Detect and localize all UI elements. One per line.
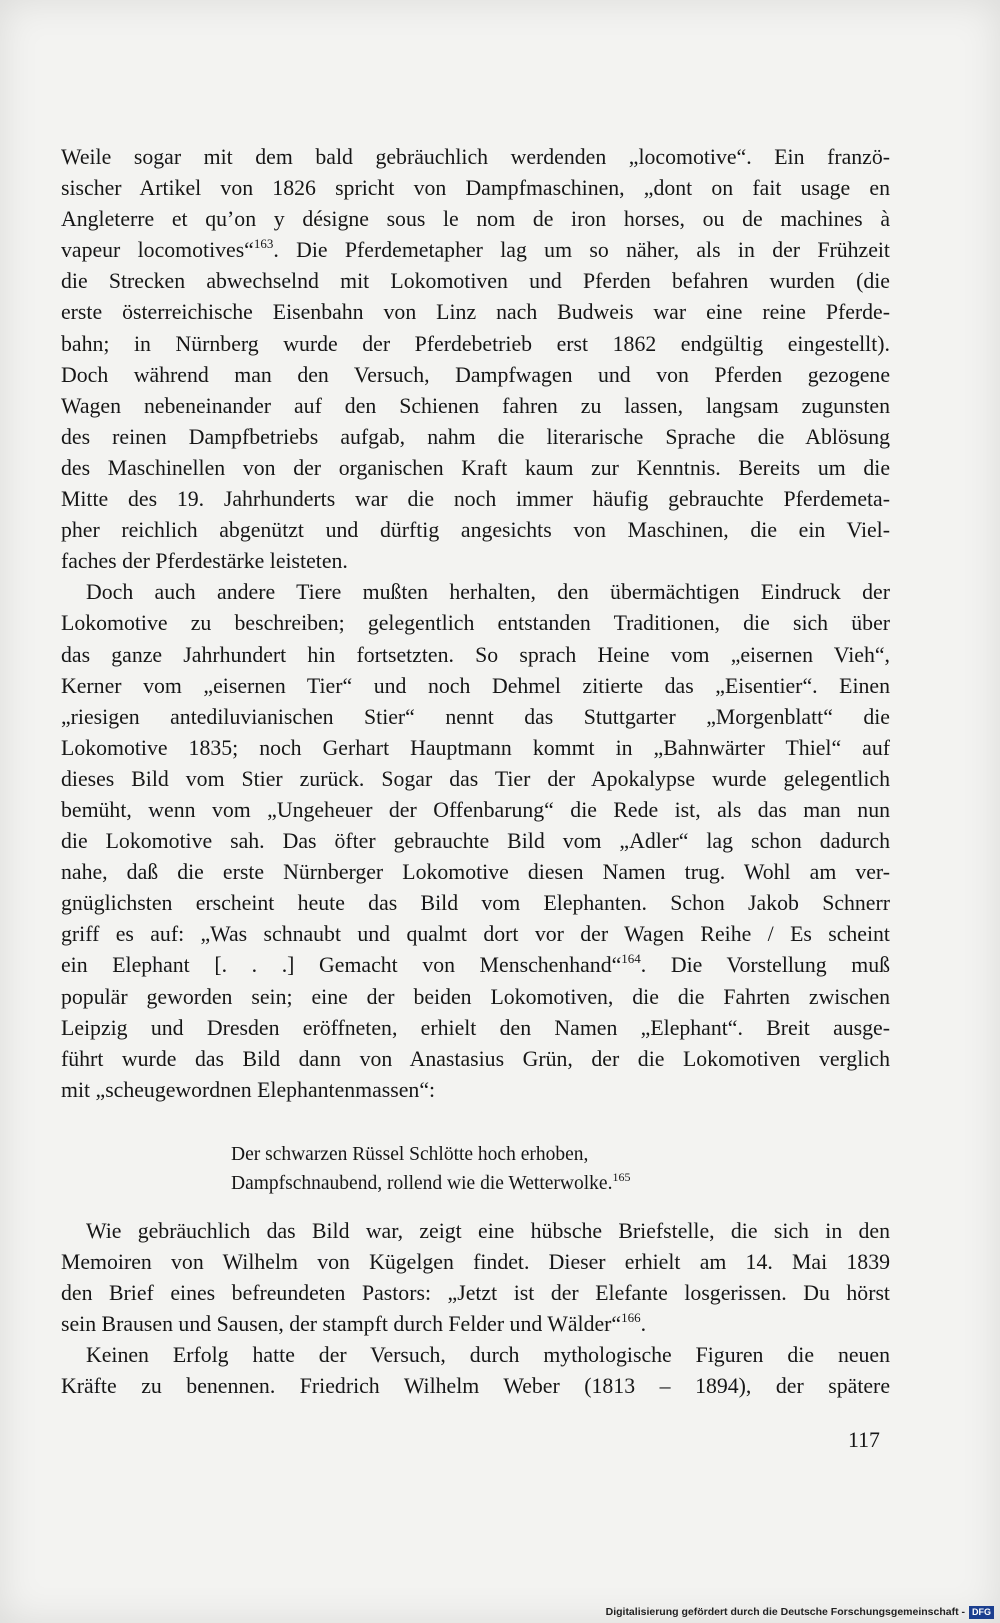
text-run: Keinen Erfolg hatte der Versuch, durch mythologische Figuren die neuen (86, 1343, 890, 1368)
text-line (61, 950, 890, 981)
text-line (61, 795, 890, 826)
text-line (61, 888, 890, 919)
footer-credit-text: Digitalisierung gefördert durch die Deutsche Forschungsgemeinschaft - (605, 1606, 965, 1618)
footnote-marker: 163 (253, 236, 274, 252)
text-run: vapeur locomotives“ (61, 238, 254, 263)
text-run: das ganze Jahrhundert hin fortsetzten. So sprach Heine vom „eisernen Vieh“, (61, 642, 890, 667)
text-line (61, 857, 890, 888)
text-run: mit „scheugewordnen Elephantenmassen“: (61, 1077, 436, 1102)
text-line (61, 453, 890, 484)
text-run: bemüht, wenn vom „Ungeheuer der Offenbarung“ die Rede ist, als das man nun (61, 797, 890, 822)
text-run: führt wurde das Bild dann von Anastasius Grün, der die Lokomotiven verglich (61, 1046, 890, 1071)
text-run: Wie gebräuchlich das Bild war, zeigt eine hübsche Briefstelle, die sich in den (86, 1219, 890, 1243)
text-run: Memoiren von Wilhelm von Kügelgen findet. Dieser erhielt am 14. Mai 1839 (61, 1250, 890, 1275)
text-line (61, 360, 890, 391)
digitization-footer (606, 1605, 994, 1619)
text-run: Angleterre et qu’on y désigne sous le nom de iron horses, ou de machines à (61, 207, 890, 232)
text-run: ein Elephant [. . .] Gemacht von Menschenhand“ (61, 953, 622, 978)
text-line (61, 422, 890, 453)
text-line (61, 266, 890, 297)
text-line (61, 982, 890, 1013)
text-line (61, 329, 890, 360)
text-run: bahn; in Nürnberg wurde der Pferdebetrieb erst 1862 endgültig eingestellt). (61, 331, 890, 356)
text-line (61, 919, 890, 950)
text-run: Doch während man den Versuch, Dampfwagen und von Pferden gezogene (61, 362, 890, 387)
footnote-marker: 164 (621, 951, 641, 967)
text-run: griff es auf: „Was schnaubt und qualmt dort vor der Wagen Reihe / Es scheint (61, 922, 890, 947)
verse-quotation (231, 1140, 630, 1198)
text-line (61, 1278, 890, 1309)
text-run: Lokomotive 1835; noch Gerhart Hauptmann kommt in „Bahnwärter Thiel“ auf (61, 735, 890, 760)
text-run: Lokomotive zu beschreiben; gelegentlich entstanden Traditionen, die sich über (61, 611, 890, 636)
text-run: Kerner vom „eisernen Tier“ und noch Dehmel zitierte das „Eisentier“. Einen (61, 673, 890, 698)
text-line (61, 1044, 890, 1075)
body-text-upper (61, 142, 890, 1106)
text-run: Dampfschnaubend, rollend wie die Wetterwolke. (231, 1173, 613, 1194)
text-run: Doch auch andere Tiere mußten herhalten, den übermächtigen Eindruck der (86, 580, 890, 605)
text-run: . Die Vorstellung muß (640, 953, 890, 978)
text-run: „riesigen antediluvianischen Stier“ nennt das Stuttgarter „Morgenblatt“ die (61, 704, 890, 729)
text-run: . (640, 1312, 647, 1337)
footnote-marker: 166 (621, 1310, 641, 1326)
text-line (61, 1371, 890, 1402)
text-line (61, 733, 890, 764)
text-line (61, 297, 890, 328)
text-line (61, 1247, 890, 1278)
text-line (61, 235, 890, 266)
text-line (61, 577, 890, 608)
text-run: des Maschinellen von der organischen Kraft kaum zur Kenntnis. Bereits um die (61, 455, 890, 480)
text-line (61, 142, 890, 173)
text-run: sein Brausen und Sausen, der stampft durch Felder und Wälder“ (61, 1312, 622, 1337)
text-line (61, 764, 890, 795)
text-run: die Strecken abwechselnd mit Lokomotiven und Pferden befahren wurden (die (61, 269, 890, 294)
verse-line (231, 1169, 630, 1198)
text-line (61, 204, 890, 235)
text-run: Wagen nebeneinander auf den Schienen fahren zu lassen, langsam zugunsten (61, 393, 890, 418)
text-line (61, 702, 890, 733)
text-run: Leipzig und Dresden eröffneten, erhielt den Namen „Elephant“. Breit ausge- (61, 1015, 890, 1040)
text-line (61, 1216, 890, 1247)
text-run: pher reichlich abgenützt und dürftig angesichts von Maschinen, die ein Viel- (61, 518, 890, 543)
text-line (61, 1075, 890, 1106)
text-run: . Die Pferdemetapher lag um so näher, als in der Frühzeit (273, 238, 890, 263)
text-run: Mitte des 19. Jahrhunderts war die noch immer häufig gebrauchte Pferdemeta- (61, 487, 890, 512)
text-run: Der schwarzen Rüssel Schlötte hoch erhoben, (231, 1144, 589, 1165)
text-run: des reinen Dampfbetriebs aufgab, nahm die literarische Sprache die Ablösung (61, 424, 890, 449)
text-line (61, 515, 890, 546)
text-run: Weile sogar mit dem bald gebräuchlich werdenden „locomotive“. Ein franzö- (61, 145, 890, 169)
text-line (61, 173, 890, 204)
text-run: populär geworden sein; eine der beiden Lokomotiven, die die Fahrten zwischen (61, 984, 890, 1009)
body-text-lower (61, 1216, 890, 1403)
text-line (61, 1340, 890, 1371)
text-run: dieses Bild vom Stier zurück. Sogar das Tier der Apokalypse wurde gelegentlich (61, 766, 890, 791)
dfg-logo: DFG (969, 1606, 994, 1619)
text-line (61, 671, 890, 702)
text-run: gnüglichsten erscheint heute das Bild vom Elephanten. Schon Jakob Schnerr (61, 891, 890, 916)
text-line (61, 391, 890, 422)
footnote-marker: 165 (612, 1170, 631, 1184)
text-run: die Lokomotive sah. Das öfter gebrauchte Bild vom „Adler“ lag schon dadurch (61, 829, 890, 854)
text-line (61, 484, 890, 515)
text-run: sischer Artikel von 1826 spricht von Dampfmaschinen, „dont on fait usage en (61, 176, 890, 201)
text-line (61, 640, 890, 671)
text-line (61, 1309, 890, 1340)
text-line (61, 1013, 890, 1044)
text-run: faches der Pferdestärke leisteten. (61, 549, 348, 574)
text-run: den Brief eines befreundeten Pastors: „Jetzt ist der Elefante losgerissen. Du hörst (61, 1281, 890, 1306)
page-number: 117 (848, 1428, 880, 1452)
verse-line (231, 1140, 630, 1169)
text-line (61, 608, 890, 639)
text-run: erste österreichische Eisenbahn von Linz nach Budweis war eine reine Pferde- (61, 300, 890, 325)
text-run: Kräfte zu benennen. Friedrich Wilhelm Weber (1813 – 1894), der spätere (61, 1374, 890, 1399)
text-run: nahe, daß die erste Nürnberger Lokomotive diesen Namen trug. Wohl am ver- (61, 860, 890, 885)
text-line (61, 546, 890, 577)
text-line (61, 826, 890, 857)
